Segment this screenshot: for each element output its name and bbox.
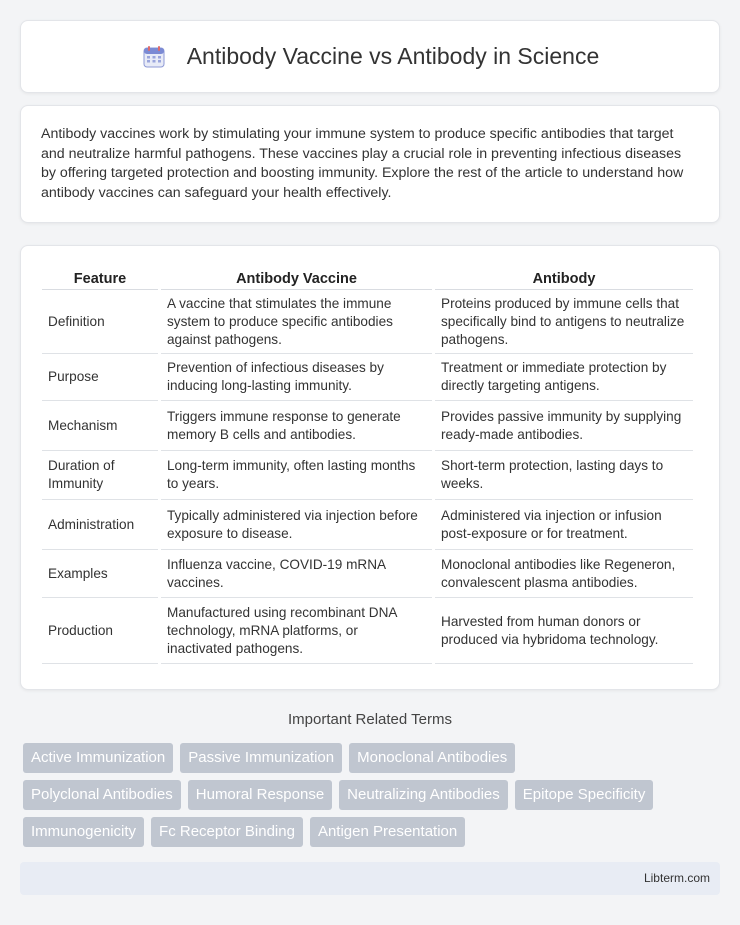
term-tag-epitope-specificity[interactable]: Epitope Specificity: [515, 780, 654, 810]
comparison-table: [39, 264, 696, 664]
table-row: [42, 451, 693, 500]
term-tag-humoral-response[interactable]: Humoral Response: [188, 780, 332, 810]
term-tag-neutralizing-antibodies[interactable]: Neutralizing Antibodies: [339, 780, 508, 810]
antibody-cell: Monoclonal antibodies like Regeneron, convalescent plasma antibodies.: [435, 550, 693, 598]
table-row: [42, 550, 693, 598]
feature-cell: Purpose: [42, 354, 158, 401]
vaccine-cell: Triggers immune response to generate memory B cells and antibodies.: [161, 401, 432, 451]
table-row: [42, 401, 693, 451]
antibody-cell: Short-term protection, lasting days to weeks.: [435, 451, 693, 500]
vaccine-cell: Typically administered via injection before exposure to disease.: [161, 500, 432, 550]
term-tag-antigen-presentation[interactable]: Antigen Presentation: [310, 817, 465, 847]
header-antibody-vaccine: Antibody Vaccine: [161, 264, 432, 290]
header-feature: Feature: [42, 264, 158, 290]
term-tag-monoclonal-antibodies[interactable]: Monoclonal Antibodies: [349, 743, 515, 773]
table-header-row: [42, 264, 693, 290]
vaccine-cell: Manufactured using recombinant DNA technology, mRNA platforms, or inactivated pathogens.: [161, 598, 432, 664]
antibody-cell: Proteins produced by immune cells that specifically bind to antigens to neutralize pathogens.: [435, 290, 693, 354]
vaccine-cell: Long-term immunity, often lasting months to years.: [161, 451, 432, 500]
feature-cell: Duration of Immunity: [42, 451, 158, 500]
term-tag-passive-immunization[interactable]: Passive Immunization: [180, 743, 342, 773]
vaccine-cell: A vaccine that stimulates the immune system to produce specific antibodies against pathogens.: [161, 290, 432, 354]
comparison-table-card: [20, 245, 720, 690]
table-row: [42, 598, 693, 664]
table-row: [42, 354, 693, 401]
calendar-icon: [141, 44, 167, 70]
antibody-cell: Provides passive immunity by supplying ready-made antibodies.: [435, 401, 693, 451]
related-terms-list: [23, 743, 723, 854]
vaccine-cell: Influenza vaccine, COVID-19 mRNA vaccines.: [161, 550, 432, 598]
intro-card: [20, 105, 720, 223]
term-tag-active-immunization[interactable]: Active Immunization: [23, 743, 173, 773]
vaccine-cell: Prevention of infectious diseases by inducing long-lasting immunity.: [161, 354, 432, 401]
feature-cell: Production: [42, 598, 158, 664]
table-row: [42, 290, 693, 354]
antibody-cell: Treatment or immediate protection by directly targeting antigens.: [435, 354, 693, 401]
feature-cell: Examples: [42, 550, 158, 598]
intro-text: Antibody vaccines work by stimulating your immune system to produce specific antibodies that target and neutralize harmful pathogens. These vaccines play a crucial role in preventing infectious diseases by offering targeted protection and boosting immunity. Explore the rest of the article to understand how antibody vaccines can safeguard your health effectively.: [41, 126, 684, 201]
term-tag-polyclonal-antibodies[interactable]: Polyclonal Antibodies: [23, 780, 181, 810]
term-row: [23, 817, 723, 847]
antibody-cell: Harvested from human donors or produced via hybridoma technology.: [435, 598, 693, 664]
feature-cell: Definition: [42, 290, 158, 354]
feature-cell: Administration: [42, 500, 158, 550]
footer: [20, 862, 720, 895]
header-card: [20, 20, 720, 93]
page-title: Antibody Vaccine vs Antibody in Science: [186, 43, 600, 69]
antibody-cell: Administered via injection or infusion post-exposure or for treatment.: [435, 500, 693, 550]
term-tag-fc-receptor-binding[interactable]: Fc Receptor Binding: [151, 817, 303, 847]
term-tag-immunogenicity[interactable]: Immunogenicity: [23, 817, 144, 847]
title-wrap: [141, 43, 600, 70]
term-row: [23, 780, 723, 810]
feature-cell: Mechanism: [42, 401, 158, 451]
header-antibody: Antibody: [435, 264, 693, 290]
related-terms-title: Important Related Terms: [288, 711, 452, 728]
table-row: [42, 500, 693, 550]
footer-site-link[interactable]: Libterm.com: [643, 871, 710, 885]
term-row: [23, 743, 723, 773]
